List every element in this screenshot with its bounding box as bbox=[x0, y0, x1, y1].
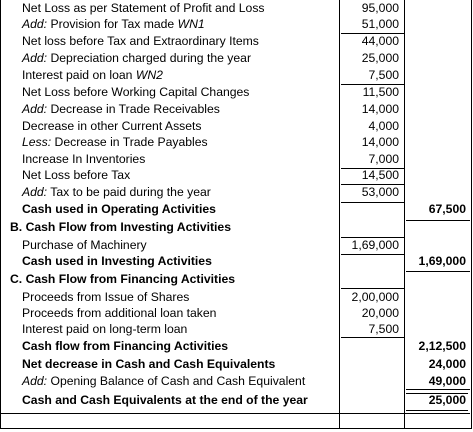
row-text: Opening Balance of Cash and Cash Equivalent bbox=[47, 374, 306, 388]
row-description bbox=[22, 152, 145, 167]
row-amount: 1,69,000 bbox=[351, 238, 399, 252]
rule-line bbox=[406, 393, 468, 394]
row-text: Cash flow from Financing Activities bbox=[22, 339, 229, 353]
row-description bbox=[22, 51, 251, 66]
row-amount: 7,500 bbox=[368, 68, 399, 82]
rule-line bbox=[341, 237, 404, 238]
statement-row bbox=[0, 305, 470, 322]
rule-line bbox=[341, 184, 404, 185]
rule-line bbox=[406, 389, 470, 390]
statement-row bbox=[0, 84, 470, 101]
rule-line bbox=[341, 337, 404, 338]
row-total: 24,000 bbox=[428, 357, 466, 371]
row-text: Increase In Inventories bbox=[22, 152, 146, 166]
row-description bbox=[22, 339, 228, 354]
statement-row bbox=[0, 16, 470, 33]
row-text: Interest paid on long-term loan bbox=[22, 322, 188, 336]
statement-row bbox=[0, 201, 470, 218]
row-amount: 51,000 bbox=[361, 17, 399, 31]
row-total: 49,000 bbox=[428, 374, 466, 388]
row-amount: 11,500 bbox=[362, 85, 399, 99]
row-prefix: Add: bbox=[22, 374, 48, 388]
row-text: Decrease in Trade Payables bbox=[51, 135, 208, 149]
statement-row bbox=[0, 67, 470, 84]
statement-row bbox=[0, 33, 470, 50]
row-amount: 44,000 bbox=[361, 34, 399, 48]
row-text: Proceeds from additional loan taken bbox=[22, 306, 217, 320]
row-text: Net Loss before Working Capital Changes bbox=[22, 85, 250, 99]
row-description bbox=[10, 220, 231, 235]
row-total: 1,69,000 bbox=[418, 254, 466, 268]
row-text: Net decrease in Cash and Cash Equivalents bbox=[22, 357, 276, 371]
row-total: 67,500 bbox=[428, 202, 466, 216]
statement-row bbox=[0, 219, 470, 236]
statement-row bbox=[0, 0, 470, 17]
rule-line bbox=[341, 33, 404, 34]
row-prefix: Less: bbox=[22, 135, 52, 149]
row-description bbox=[22, 119, 202, 134]
row-text: Proceeds from Issue of Shares bbox=[22, 290, 190, 304]
rule-line bbox=[406, 271, 470, 272]
row-description bbox=[22, 202, 216, 217]
row-description bbox=[22, 238, 147, 253]
statement-row bbox=[0, 237, 470, 254]
statement-row bbox=[0, 356, 470, 373]
row-description bbox=[22, 68, 163, 83]
row-description bbox=[22, 17, 205, 32]
row-amount: 95,000 bbox=[361, 1, 399, 15]
row-description bbox=[22, 290, 189, 305]
row-text: Interest paid on loan bbox=[22, 68, 136, 82]
row-text: Cash used in Investing Activities bbox=[22, 254, 212, 268]
statement-row bbox=[0, 321, 470, 338]
rule-line bbox=[0, 413, 470, 414]
working-note-ref: WN1 bbox=[177, 17, 205, 31]
row-description bbox=[22, 34, 259, 49]
statement-row bbox=[0, 392, 470, 409]
rule-line bbox=[341, 84, 404, 85]
statement-row bbox=[0, 151, 470, 168]
statement-row bbox=[0, 271, 470, 288]
row-description bbox=[22, 357, 275, 372]
row-text: C. Cash Flow from Financing Activities bbox=[10, 272, 236, 286]
row-text: Net Loss as per Statement of Profit and Loss bbox=[22, 1, 265, 15]
row-amount: 7,000 bbox=[368, 152, 399, 166]
rule-line bbox=[406, 220, 470, 221]
statement-row bbox=[0, 50, 470, 67]
row-text: Net loss before Tax and Extraordinary Items bbox=[22, 34, 259, 48]
statement-row bbox=[0, 118, 470, 135]
row-description bbox=[10, 272, 235, 287]
row-total: 2,12,500 bbox=[418, 339, 466, 353]
statement-row bbox=[0, 373, 470, 390]
row-description bbox=[22, 393, 308, 408]
rule-line bbox=[341, 202, 404, 203]
row-amount: 14,000 bbox=[361, 135, 399, 149]
row-description bbox=[22, 1, 265, 16]
row-text: Depreciation charged during the year bbox=[47, 51, 252, 65]
row-description bbox=[22, 374, 305, 389]
row-description bbox=[22, 135, 208, 150]
row-prefix: Add: bbox=[22, 102, 48, 116]
row-description bbox=[22, 322, 187, 337]
statement-row bbox=[0, 338, 470, 355]
rule-line bbox=[341, 168, 404, 169]
statement-row bbox=[0, 253, 470, 270]
row-text: Decrease in other Current Assets bbox=[22, 119, 202, 133]
row-amount: 25,000 bbox=[361, 51, 399, 65]
statement-row bbox=[0, 289, 470, 306]
row-amount: 53,000 bbox=[361, 185, 399, 199]
row-text: B. Cash Flow from Investing Activities bbox=[10, 220, 231, 234]
statement-row bbox=[0, 184, 470, 201]
working-note-ref: WN2 bbox=[135, 68, 163, 82]
rule-line bbox=[406, 410, 468, 411]
row-prefix: Add: bbox=[22, 185, 48, 199]
row-text: Decrease in Trade Receivables bbox=[47, 102, 220, 116]
row-amount: 4,000 bbox=[368, 119, 399, 133]
row-description bbox=[22, 168, 130, 183]
row-total: 25,000 bbox=[428, 393, 466, 407]
row-description bbox=[22, 254, 212, 269]
statement-row bbox=[0, 167, 470, 184]
row-prefix: Add: bbox=[22, 17, 48, 31]
statement-row bbox=[0, 101, 470, 118]
row-text: Cash used in Operating Activities bbox=[22, 202, 216, 216]
row-text: Purchase of Machinery bbox=[22, 238, 147, 252]
row-text: Cash and Cash Equivalents at the end of the year bbox=[22, 393, 308, 407]
row-amount: 14,500 bbox=[361, 168, 399, 182]
statement-row bbox=[0, 134, 470, 151]
row-text: Tax to be paid during the year bbox=[47, 185, 211, 199]
row-description bbox=[22, 306, 216, 321]
row-text: Net Loss before Tax bbox=[22, 168, 131, 182]
row-amount: 7,500 bbox=[368, 322, 399, 336]
row-description bbox=[22, 102, 220, 117]
rule-line bbox=[341, 288, 404, 289]
row-prefix: Add: bbox=[22, 51, 48, 65]
row-amount: 14,000 bbox=[361, 102, 399, 116]
row-amount: 20,000 bbox=[361, 306, 399, 320]
rule-line bbox=[341, 254, 404, 255]
row-description bbox=[22, 85, 249, 100]
row-text: Provision for Tax made bbox=[47, 17, 178, 31]
row-description bbox=[22, 185, 211, 200]
row-amount: 2,00,000 bbox=[351, 290, 399, 304]
